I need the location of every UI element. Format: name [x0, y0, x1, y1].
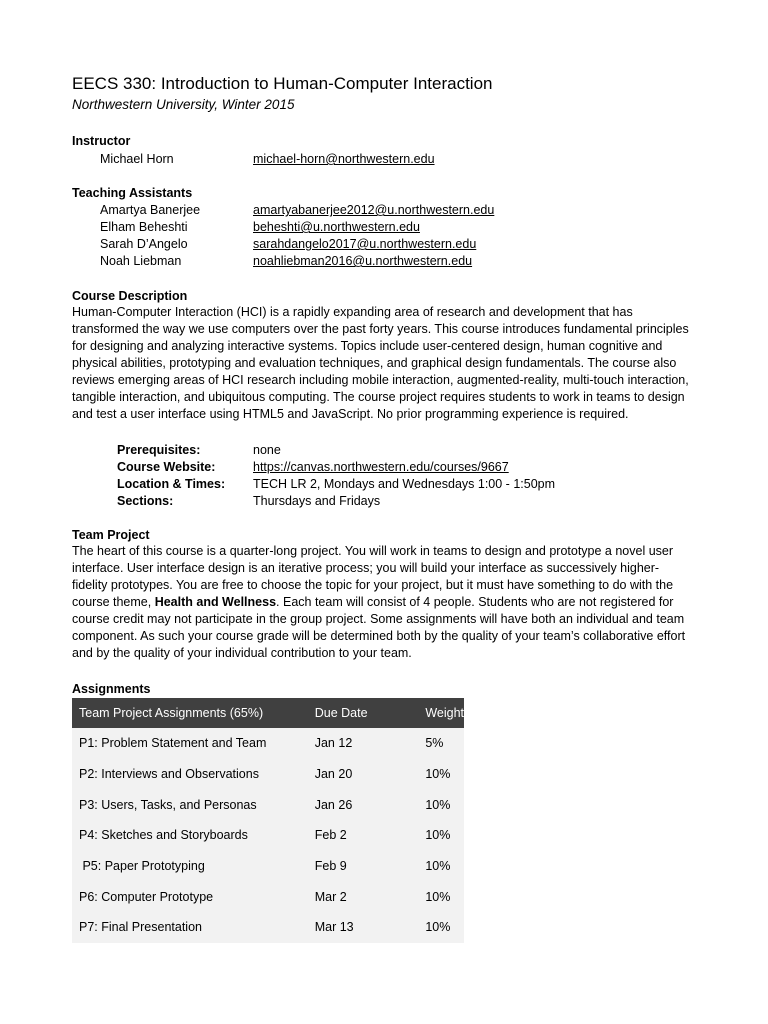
team-project-paragraph	[72, 543, 696, 662]
assignment-cell: P4: Sketches and Storyboards	[72, 820, 308, 851]
description-line: Human-Computer Interaction (HCI) is a rapidly expanding area of research and development that has	[72, 305, 633, 319]
instructor-heading: Instructor	[72, 134, 131, 148]
due-date-cell: Jan 20	[308, 759, 419, 790]
location-value: TECH LR 2, Mondays and Wednesdays 1:00 - 1:50pm	[253, 477, 556, 491]
description-line: tangible interaction, and ubiquitous computing. The course project requires students to work in teams to design	[72, 390, 685, 404]
due-date-cell: Mar 2	[308, 881, 419, 912]
description-line: transformed the way we use computers over the past forty years. This course introduces fundamental principles	[72, 322, 689, 336]
project-line: component. As such your course grade will be determined both by the quality of your team’s collaborative effort	[72, 629, 686, 643]
weight-cell: 10%	[418, 881, 464, 912]
location-label: Location & Times:	[117, 477, 226, 491]
assignment-cell: P3: Users, Tasks, and Personas	[72, 789, 308, 820]
due-date-cell: Feb 9	[308, 851, 419, 882]
due-date-cell: Mar 13	[308, 912, 419, 943]
ta-name: Noah Liebman	[100, 254, 182, 268]
description-paragraph	[72, 304, 696, 423]
instructor-email-link[interactable]: michael-horn@northwestern.edu	[253, 152, 435, 166]
due-date-cell: Jan 26	[308, 789, 419, 820]
course-subtitle: Northwestern University, Winter 2015	[72, 97, 295, 112]
weight-cell: 5%	[418, 728, 464, 759]
weight-cell: 10%	[418, 820, 464, 851]
table-row	[72, 728, 464, 759]
instructor-name: Michael Horn	[100, 152, 174, 166]
project-line: The heart of this course is a quarter-long project. You will work in teams to design and prototype a novel user	[72, 544, 674, 558]
assignments-heading: Assignments	[72, 682, 151, 696]
assignments-table	[72, 698, 464, 943]
description-line: for designing and analyzing interactive systems. Topics include user-centered design, human cognitive and	[72, 339, 663, 353]
table-row	[72, 851, 464, 882]
weight-cell: 10%	[418, 759, 464, 790]
description-line: reviews emerging areas of HCI research including mobile interaction, augmented-reality, multi-touch interaction,	[72, 373, 689, 387]
table-row	[72, 820, 464, 851]
website-link[interactable]: https://canvas.northwestern.edu/courses/9667	[253, 460, 509, 474]
column-header-due-date: Due Date	[308, 698, 419, 728]
due-date-cell: Feb 2	[308, 820, 419, 851]
sections-label: Sections:	[117, 494, 174, 508]
assignment-cell: P5: Paper Prototyping	[72, 851, 308, 882]
project-line	[72, 594, 696, 611]
project-line: and by the quality of your individual contribution to your team.	[72, 646, 412, 660]
description-heading: Course Description	[72, 289, 188, 303]
team-project-heading: Team Project	[72, 528, 150, 542]
project-line-text: course theme,	[72, 595, 155, 609]
ta-email-link[interactable]: sarahdangelo2017@u.northwestern.edu	[253, 237, 477, 251]
table-row	[72, 759, 464, 790]
project-line-text: . Each team will consist of 4 people. Students who are not registered for	[276, 595, 674, 609]
prerequisites-value: none	[253, 443, 281, 457]
course-theme: Health and Wellness	[154, 595, 277, 609]
description-line: physical abilities, prototyping and evaluation techniques, and graphical design fundamentals. The course also	[72, 356, 677, 370]
ta-email-link[interactable]: noahliebman2016@u.northwestern.edu	[253, 254, 473, 268]
assignment-cell: P2: Interviews and Observations	[72, 759, 308, 790]
ta-name: Sarah D’Angelo	[100, 237, 188, 251]
column-header-weight: Weight	[418, 698, 464, 728]
table-header-row	[72, 698, 464, 728]
ta-name: Amartya Banerjee	[100, 203, 201, 217]
sections-value: Thursdays and Fridays	[253, 494, 381, 508]
project-line: course credit may not participate in the group project. Some assignments will have both an individual and team	[72, 612, 685, 626]
prerequisites-label: Prerequisites:	[117, 443, 201, 457]
project-line: fidelity prototypes. You are free to choose the topic for your project, but it must have something to do with the	[72, 578, 674, 592]
weight-cell: 10%	[418, 789, 464, 820]
ta-email-link[interactable]: beheshti@u.northwestern.edu	[253, 220, 420, 234]
due-date-cell: Jan 12	[308, 728, 419, 759]
weight-cell: 10%	[418, 912, 464, 943]
weight-cell: 10%	[418, 851, 464, 882]
ta-email-link[interactable]: amartyabanerjee2012@u.northwestern.edu	[253, 203, 495, 217]
assignment-cell: P1: Problem Statement and Team	[72, 728, 308, 759]
website-label: Course Website:	[117, 460, 216, 474]
table-row	[72, 881, 464, 912]
description-line: and test a user interface using HTML5 and JavaScript. No prior programming experience is required.	[72, 407, 629, 421]
assignment-cell: P7: Final Presentation	[72, 912, 308, 943]
assignment-cell: P6: Computer Prototype	[72, 881, 308, 912]
ta-heading: Teaching Assistants	[72, 186, 193, 200]
table-row	[72, 789, 464, 820]
table-row	[72, 912, 464, 943]
project-line: interface. User interface design is an iterative process; you will build your interface as successively higher-	[72, 561, 660, 575]
ta-name: Elham Beheshti	[100, 220, 188, 234]
column-header-assignment: Team Project Assignments (65%)	[72, 698, 308, 728]
course-title: EECS 330: Introduction to Human-Computer Interaction	[72, 74, 493, 93]
